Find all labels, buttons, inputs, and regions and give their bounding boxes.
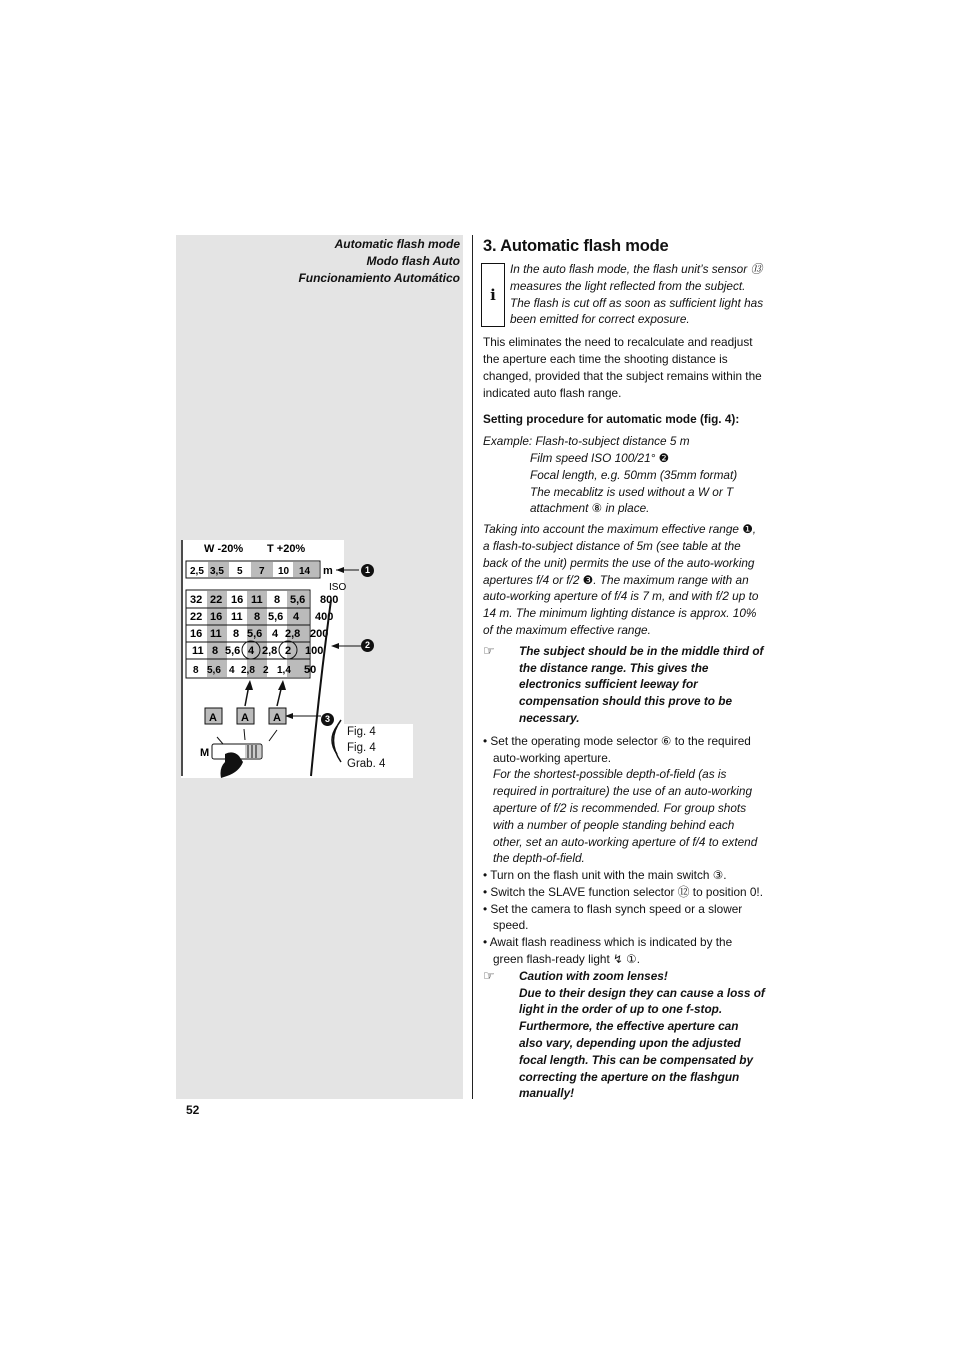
- aperture-value: 8: [233, 628, 240, 640]
- range-value: 10: [278, 566, 290, 577]
- aperture-value: 8: [254, 611, 261, 623]
- unit-label: m: [323, 565, 333, 577]
- note-title: Caution with zoom lenses!: [519, 968, 668, 983]
- info-icon: i: [481, 263, 505, 327]
- iso-value: 50: [304, 664, 317, 676]
- zoom-w-label: W -20%: [204, 543, 244, 555]
- aperture-value: 4: [248, 645, 255, 657]
- iso-value: 100: [305, 645, 324, 657]
- example-line: Example: Flash-to-subject distance 5 m: [483, 434, 690, 449]
- example-line: The mecablitz is used without a W or T attachment ⑧ in place.: [530, 484, 734, 516]
- column-divider: [472, 235, 473, 1099]
- aperture-value: 5,6: [225, 645, 241, 657]
- iso-label: ISO: [329, 582, 347, 593]
- mode-label-a: A: [273, 712, 281, 724]
- aperture-value: 32: [190, 594, 203, 606]
- example-line: Film speed ISO 100/21° ❷: [530, 450, 670, 465]
- range-value: 2,5: [190, 566, 204, 577]
- range-value: 14: [299, 566, 311, 577]
- callout-1: 1: [361, 564, 374, 577]
- iso-value: 200: [310, 628, 329, 640]
- aperture-value: 22: [210, 594, 223, 606]
- page-number: 52: [186, 1103, 200, 1117]
- range-value: 3,5: [210, 566, 224, 577]
- aperture-value: 2,8: [262, 645, 278, 657]
- aperture-value: 4: [293, 611, 300, 623]
- paragraph: Taking into account the maximum effective range ❶, a flash-to-subject distance of 5m (see table at the back of the unit) permits the use of the auto-working apertures f/4 or f/2 ❸. The maximum range with an auto-working aperture of f/4 is 7 m, and with f/2 up to 14 m. The minimum lighting distance is approx. 10% of the maximum effective range.: [483, 522, 759, 637]
- aperture-value: 1,4: [277, 665, 291, 676]
- info-note: [483, 261, 765, 328]
- aperture-value: 2: [263, 665, 269, 676]
- aperture-value: 8: [193, 665, 199, 676]
- aperture-value: 16: [210, 611, 223, 623]
- sidebar-titles: [298, 236, 460, 287]
- bullet-item: • Switch the SLAVE function selector ⑫ to position 0!.: [483, 884, 763, 899]
- sidebar-title-it: Modo flash Auto: [366, 254, 460, 268]
- manual-label: M: [200, 747, 210, 759]
- caption-en: Fig. 4: [347, 726, 376, 738]
- aperture-value: 2: [285, 645, 292, 657]
- section-heading: 3. Automatic flash mode: [483, 237, 669, 255]
- figure-caption: [344, 724, 413, 778]
- zoom-t-label: T +20%: [267, 543, 306, 555]
- iso-value: 400: [315, 611, 334, 623]
- aperture-value: 8: [212, 645, 219, 657]
- note: [483, 643, 765, 727]
- aperture-value: 22: [190, 611, 203, 623]
- aperture-value: 5,6: [290, 594, 306, 606]
- aperture-value: 11: [231, 611, 243, 623]
- aperture-value: 11: [210, 628, 222, 640]
- aperture-value: 5,6: [268, 611, 284, 623]
- mode-label-a: A: [209, 712, 217, 724]
- example-line: Focal length, e.g. 50mm (35mm format): [530, 467, 738, 482]
- bullet-item: • Turn on the flash unit with the main switch ③.: [483, 868, 727, 883]
- aperture-value: 8: [274, 594, 281, 606]
- iso-value: 800: [320, 594, 339, 606]
- mode-label-a: A: [241, 712, 249, 724]
- bullet-item: • Set the camera to flash synch speed or a slower speed.: [483, 901, 743, 933]
- callout-3: 3: [321, 713, 334, 726]
- bullet-item: • Set the operating mode selector ⑥ to the required auto-working aperture.: [483, 733, 751, 765]
- caption-es: Grab. 4: [347, 758, 386, 770]
- aperture-value: 2,8: [241, 665, 255, 676]
- flash-calculator-diagram: [181, 540, 347, 778]
- sidebar-title-en: Automatic flash mode: [334, 237, 460, 251]
- aperture-value: 2,8: [285, 628, 301, 640]
- paragraph: This eliminates the need to recalculate and readjust the aperture each time the shooting distance is changed, provided that the subject remains within the indicated auto flash range.: [483, 335, 762, 400]
- caption-it: Fig. 4: [347, 742, 376, 754]
- range-value: 5: [237, 566, 243, 577]
- bullet-subtext: For the shortest-possible depth-of-field (as is required in portraiture) the use of an auto-working aperture of f/2 is recommended. For group shots with a number of people standing behind each other, set an auto-working aperture of f/4 to extend the depth-of-field.: [493, 767, 758, 866]
- note-body: Due to their design they can cause a loss of light in the order of up to one f-stop. Furthermore, the effective aperture can also vary, depending upon the adjusted focal length. This can be compensated by correcting the aperture on the flashgun manually!: [519, 985, 765, 1101]
- note-text: [519, 968, 765, 1102]
- aperture-value: 16: [231, 594, 244, 606]
- aperture-value: 16: [190, 628, 203, 640]
- pointing-hand-icon: ☞: [483, 642, 495, 658]
- aperture-value: 11: [251, 594, 263, 606]
- aperture-value: 4: [229, 665, 235, 676]
- main-content: [483, 236, 765, 1102]
- range-value: 7: [259, 566, 265, 577]
- info-text: In the auto flash mode, the flash unit’s sensor ⑬ measures the light reflected from the subject. The flash is cut off as soon as sufficient light has been emitted for correct exposure.: [510, 262, 764, 327]
- pointing-hand-icon: ☞: [483, 967, 495, 983]
- sidebar-title-es: Funcionamiento Automático: [298, 271, 460, 285]
- bullet-item: • Await flash readiness which is indicated by the green flash-ready light ↯ ①.: [483, 935, 733, 967]
- figure-4: [181, 540, 347, 778]
- aperture-value: 4: [272, 628, 279, 640]
- aperture-value: 5,6: [207, 665, 221, 676]
- note: [483, 968, 765, 1102]
- subheading: Setting procedure for automatic mode (fig. 4):: [483, 412, 740, 427]
- aperture-value: 5,6: [247, 628, 263, 640]
- note-text: The subject should be in the middle third of the distance range. This gives the electronics sufficient leeway for compensation should this prove to be necessary.: [519, 643, 764, 725]
- aperture-value: 11: [192, 645, 204, 657]
- callout-2: 2: [361, 639, 374, 652]
